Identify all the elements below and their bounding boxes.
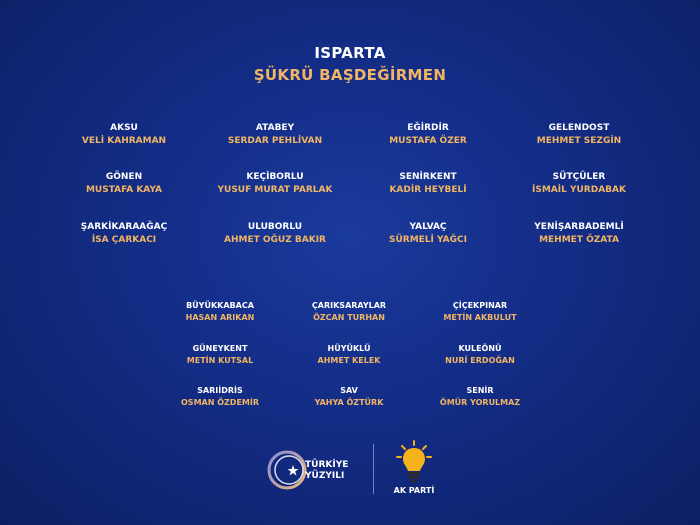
turkiye-yuzyili-logo xyxy=(265,448,360,492)
district-name: ULUBORLU xyxy=(247,222,303,232)
district-entry xyxy=(39,221,209,247)
district-entry xyxy=(494,171,664,197)
mayor-name: ÖZCAN TURHAN xyxy=(313,313,385,322)
mayor-name: METİN KUTSAL xyxy=(186,356,254,365)
town-entry xyxy=(405,300,555,324)
mayor-name: AHMET KELEK xyxy=(317,356,381,365)
district-entry xyxy=(343,122,513,148)
town-name: SARIİDRİS xyxy=(197,386,243,395)
star-crescent-icon xyxy=(265,448,309,492)
town-entry xyxy=(405,343,555,367)
mayor-name: ÖMÜR YORULMAZ xyxy=(439,398,521,407)
district-entry xyxy=(190,221,360,247)
town-entry xyxy=(145,300,295,324)
page-title: ISPARTA xyxy=(314,44,386,62)
town-name: HÜYÜKLÜ xyxy=(327,344,371,353)
mayor-name: MUSTAFA ÖZER xyxy=(389,136,467,146)
mayor-name: YUSUF MURAT PARLAK xyxy=(217,185,333,195)
town-name: KULEÖNÜ xyxy=(458,344,502,353)
district-name: ŞARKİKARAAĞAÇ xyxy=(80,222,168,232)
district-name: GELENDOST xyxy=(548,123,610,133)
town-name: SENİR xyxy=(466,386,494,395)
footer xyxy=(0,440,700,500)
mayor-name: METİN AKBULUT xyxy=(443,313,517,322)
mayor-name: OSMAN ÖZDEMİR xyxy=(181,398,259,407)
district-name: YENİŞARBADEMLİ xyxy=(534,222,624,232)
mayor-name: VELİ KAHRAMAN xyxy=(81,136,167,146)
lightbulb-icon xyxy=(396,440,432,484)
district-entry xyxy=(494,122,664,148)
mayor-name: HASAN ARIKAN xyxy=(185,313,255,322)
district-entry xyxy=(343,221,513,247)
district-entry xyxy=(39,122,209,148)
page-subtitle: ŞÜKRÜ BAŞDEĞİRMEN xyxy=(253,66,447,84)
town-entry xyxy=(405,385,555,409)
mayor-name: SERDAR PEHLİVAN xyxy=(227,136,323,146)
town-name: SAV xyxy=(340,386,358,395)
district-entry xyxy=(343,171,513,197)
turkiye-yuzyili-text xyxy=(305,460,348,482)
mayor-name: İSMAİL YURDABAK xyxy=(532,185,626,195)
district-name: KEÇİBORLU xyxy=(246,172,304,182)
town-name: GÜNEYKENT xyxy=(192,344,248,353)
district-name: AKSU xyxy=(110,123,138,133)
ak-parti-text: AK PARTİ xyxy=(393,486,435,495)
mayor-name: AHMET OĞUZ BAKIR xyxy=(224,235,326,245)
district-entry xyxy=(190,171,360,197)
mayor-name: MEHMET ÖZATA xyxy=(539,235,619,245)
ak-parti-logo xyxy=(388,440,438,500)
town-entry xyxy=(145,343,295,367)
district-entry xyxy=(494,221,664,247)
town-entry xyxy=(274,343,424,367)
district-name: SÜTÇÜLER xyxy=(552,172,606,182)
mayor-name: KADİR HEYBELİ xyxy=(389,185,467,195)
town-entry xyxy=(274,300,424,324)
district-name: EĞİRDİR xyxy=(407,123,449,133)
turkiye-text: TÜRKİYE xyxy=(305,460,349,470)
district-name: SENİRKENT xyxy=(399,172,457,182)
mayor-name: NURİ ERDOĞAN xyxy=(445,356,515,365)
town-entry xyxy=(145,385,295,409)
district-entry xyxy=(190,122,360,148)
mayor-name: YAHYA ÖZTÜRK xyxy=(314,398,384,407)
town-entry xyxy=(274,385,424,409)
town-name: ÇİÇEKPINAR xyxy=(452,301,508,310)
district-name: GÖNEN xyxy=(105,172,143,182)
footer-divider xyxy=(373,444,374,494)
town-name: ÇARIKSARAYLAR xyxy=(311,301,387,310)
district-entry xyxy=(39,171,209,197)
district-name: ATABEY xyxy=(255,123,295,133)
yuzyili-text: YÜZYILI xyxy=(305,471,345,481)
mayor-name: SÜRMELİ YAĞCI xyxy=(388,235,467,245)
mayor-name: MEHMET SEZGİN xyxy=(536,136,622,146)
district-name: YALVAÇ xyxy=(409,222,447,232)
mayor-name: İSA ÇARKACI xyxy=(91,235,157,245)
mayor-name: MUSTAFA KAYA xyxy=(85,185,163,195)
town-name: BÜYÜKKABACA xyxy=(186,301,254,310)
